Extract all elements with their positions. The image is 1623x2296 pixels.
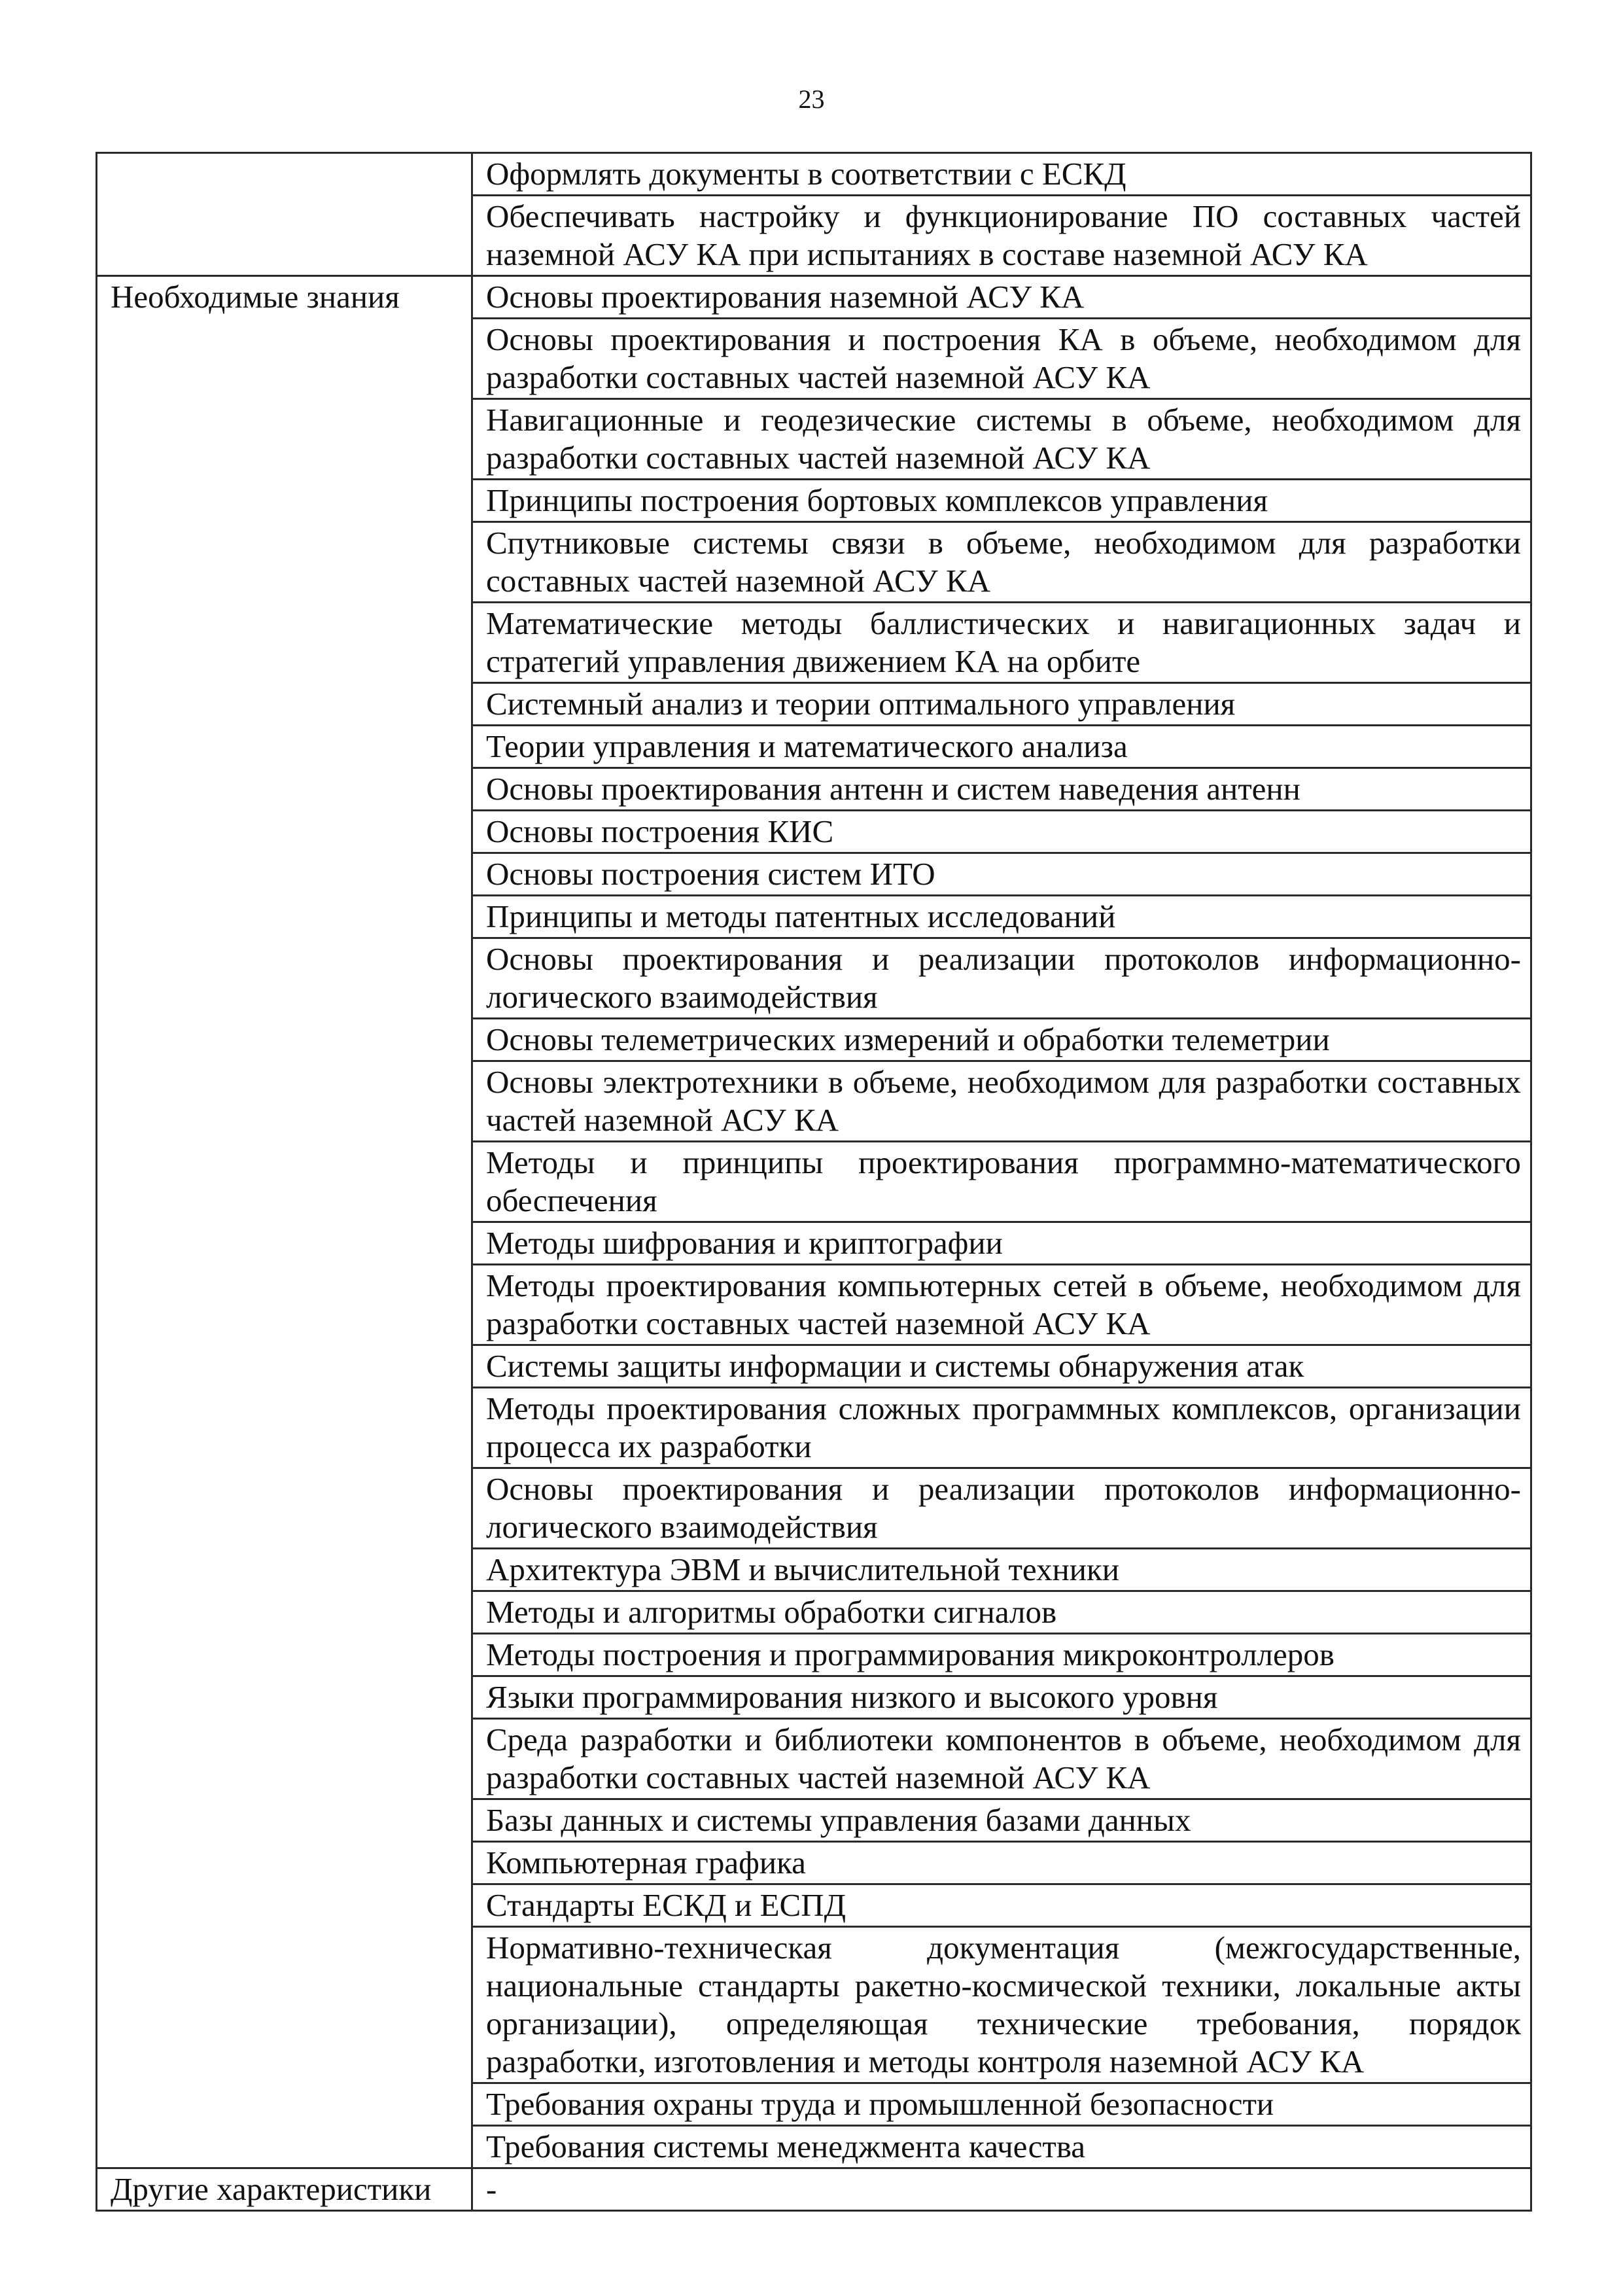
- table-row: [97, 2168, 1531, 2211]
- table-cell-item: Обеспечивать настройку и функционирование ПО составных частей наземной АСУ КА при испытаниях в составе наземной АСУ КА: [472, 196, 1531, 276]
- table-cell-item: Основы телеметрических измерений и обработки телеметрии: [472, 1019, 1531, 1061]
- table-cell-item: Основы проектирования наземной АСУ КА: [472, 276, 1531, 319]
- table-cell-item: Математические методы баллистических и навигационных задач и стратегий управления движением КА на орбите: [472, 603, 1531, 683]
- table-cell-item: Навигационные и геодезические системы в объеме, необходимом для разработки составных частей наземной АСУ КА: [472, 399, 1531, 480]
- table-cell-item: Основы проектирования антенн и систем наведения антенн: [472, 768, 1531, 811]
- table-cell-item: Системы защиты информации и системы обнаружения атак: [472, 1345, 1531, 1388]
- table-row: [97, 153, 1531, 196]
- page-number: 23: [798, 84, 825, 114]
- table-cell-item: Спутниковые системы связи в объеме, необходимом для разработки составных частей наземной АСУ КА: [472, 522, 1531, 603]
- table-cell-item: Теории управления и математического анализа: [472, 726, 1531, 768]
- table-cell-item: Методы и принципы проектирования программно-математического обеспечения: [472, 1142, 1531, 1222]
- table-cell-item: Основы построения систем ИТО: [472, 853, 1531, 896]
- table-cell-item: Принципы построения бортовых комплексов управления: [472, 480, 1531, 522]
- other-label: Другие характеристики: [97, 2168, 472, 2211]
- requirements-table: [96, 152, 1532, 2212]
- table-cell-item: Принципы и методы патентных исследований: [472, 896, 1531, 938]
- table-cell-item: Основы построения КИС: [472, 811, 1531, 853]
- table-cell-item: Нормативно-техническая документация (межгосударственные, национальные стандарты ракетно-космической техники, локальные акты организации), определяющая технические требования, порядок разработки, изготовления и методы контроля наземной АСУ КА: [472, 1927, 1531, 2083]
- table-cell-item: Требования системы менеджмента качества: [472, 2126, 1531, 2168]
- table-cell-item: Базы данных и системы управления базами данных: [472, 1799, 1531, 1842]
- table-cell-item: Основы проектирования и реализации протоколов информационно-логического взаимодействия: [472, 1468, 1531, 1549]
- table-cell-item: Методы построения и программирования микроконтроллеров: [472, 1634, 1531, 1676]
- table-cell-item: Методы проектирования сложных программных комплексов, организации процесса их разработки: [472, 1388, 1531, 1468]
- table-cell-item: Основы проектирования и реализации протоколов информационно-логического взаимодействия: [472, 938, 1531, 1019]
- empty-label-cell: [97, 153, 472, 276]
- table-cell-item: Языки программирования низкого и высокого уровня: [472, 1676, 1531, 1719]
- table-cell-item: Методы и алгоритмы обработки сигналов: [472, 1591, 1531, 1634]
- table-cell-item: Оформлять документы в соответствии с ЕСКД: [472, 153, 1531, 196]
- table-cell-item: Методы проектирования компьютерных сетей в объеме, необходимом для разработки составных частей наземной АСУ КА: [472, 1265, 1531, 1345]
- table-cell-item: Системный анализ и теории оптимального управления: [472, 683, 1531, 726]
- other-value: -: [472, 2168, 1531, 2211]
- table-cell-item: Среда разработки и библиотеки компонентов в объеме, необходимом для разработки составных частей наземной АСУ КА: [472, 1719, 1531, 1799]
- table-cell-item: Основы электротехники в объеме, необходимом для разработки составных частей наземной АСУ КА: [472, 1061, 1531, 1142]
- table-cell-item: Основы проектирования и построения КА в объеме, необходимом для разработки составных частей наземной АСУ КА: [472, 319, 1531, 399]
- table-cell-item: Компьютерная графика: [472, 1842, 1531, 1884]
- table-cell-item: Методы шифрования и криптографии: [472, 1222, 1531, 1265]
- table-cell-item: Требования охраны труда и промышленной безопасности: [472, 2083, 1531, 2126]
- knowledge-label: Необходимые знания: [97, 276, 472, 2168]
- table-cell-item: Стандарты ЕСКД и ЕСПД: [472, 1884, 1531, 1927]
- table-cell-item: Архитектура ЭВМ и вычислительной техники: [472, 1549, 1531, 1591]
- table-row: [97, 276, 1531, 319]
